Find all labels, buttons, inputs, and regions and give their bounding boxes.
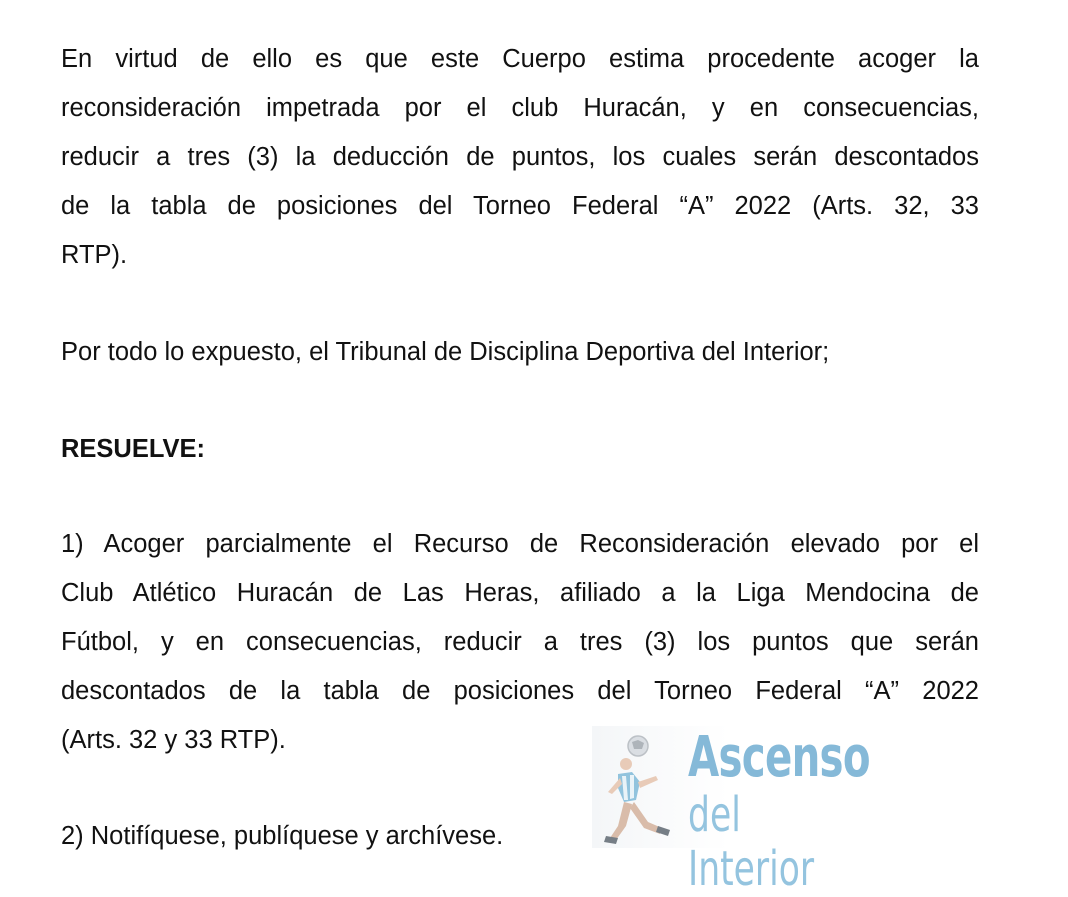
text-line: Por todo lo expuesto, el Tribunal de Disciplina Deportiva del Interior; [61,338,830,366]
text-line: Fútbol, y en consecuencias, reducir a tres (3) los puntos que serán [61,628,979,656]
watermark-subtitle: del Interior [688,787,815,897]
watermark-title: Ascenso [688,725,870,790]
text-line: En virtud de ello es que este Cuerpo estima procedente acoger la [61,45,979,73]
text-line: Club Atlético Huracán de Las Heras, afiliado a la Liga Mendocina de [61,579,979,607]
text-line: descontados de la tabla de posiciones del Torneo Federal “A” 2022 [61,677,979,705]
text-line: reconsideración impetrada por el club Huracán, y en consecuencias, [61,94,979,122]
paragraph-tribunal [61,328,979,377]
text-line: 2) Notifíquese, publíquese y archívese. [61,822,504,850]
paragraph-reconsideration [61,35,979,280]
resolution-heading: RESUELVE: [61,435,206,463]
ascenso-del-interior-watermark [592,725,934,897]
footballer-logo-icon [598,730,684,846]
text-line: 1) Acoger parcialmente el Recurso de Reconsideración elevado por el [61,530,979,558]
text-line: de la tabla de posiciones del Torneo Federal “A” 2022 (Arts. 32, 33 [61,192,979,220]
text-line: reducir a tres (3) la deducción de puntos, los cuales serán descontados [61,143,979,171]
text-line: RTP). [61,241,128,269]
text-line: (Arts. 32 y 33 RTP). [61,726,286,754]
